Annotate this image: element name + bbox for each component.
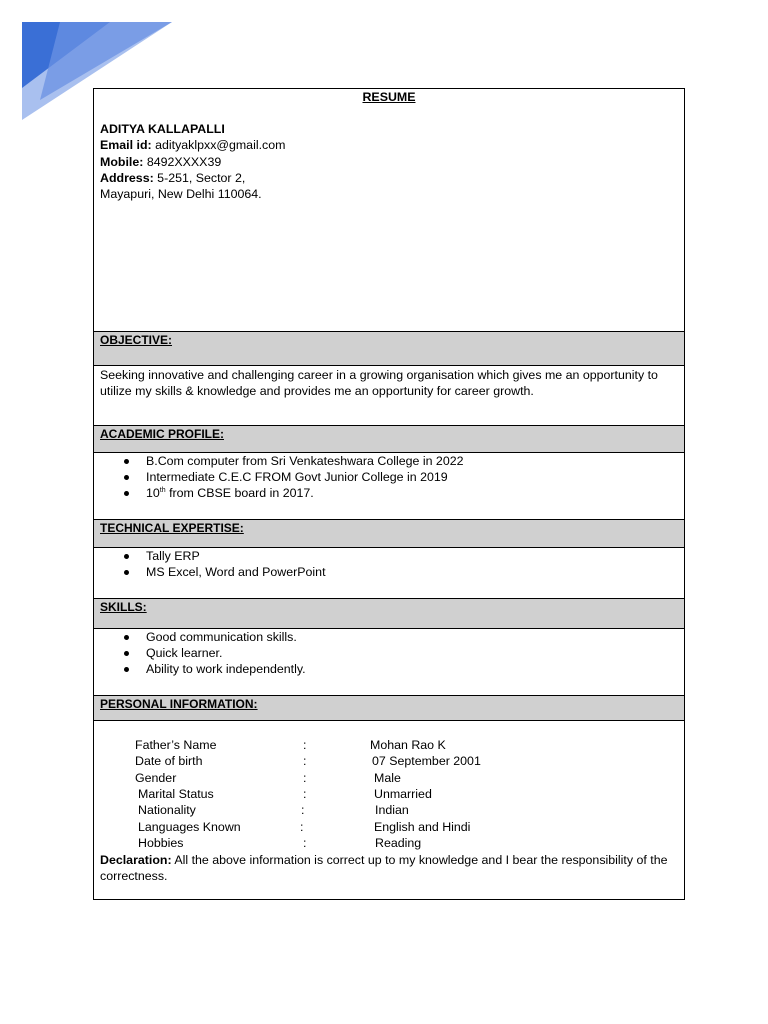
- resume-frame: [93, 88, 685, 900]
- address-line2: Mayapuri, New Delhi 110064.: [100, 187, 262, 201]
- list-item: Intermediate C.E.C FROM Govt Junior College in 2019: [94, 469, 464, 485]
- objective-heading-band: [94, 331, 684, 366]
- list-item: B.Com computer from Sri Venkateshwara College in 2022: [94, 453, 464, 469]
- resume-title: RESUME: [362, 90, 416, 104]
- pi-value: Male: [374, 770, 401, 785]
- objective-heading: OBJECTIVE:: [100, 333, 173, 347]
- pi-label: Marital Status: [138, 786, 214, 801]
- pi-value: Unmarried: [374, 786, 432, 801]
- pi-separator: :: [303, 770, 307, 785]
- pi-value: Mohan Rao K: [370, 738, 446, 752]
- header-section: [94, 89, 684, 331]
- pi-label: Hobbies: [138, 835, 184, 850]
- pi-value: Indian: [375, 803, 409, 818]
- list-item: Quick learner.: [94, 645, 306, 661]
- mobile-label: Mobile:: [100, 155, 144, 169]
- list-item: Ability to work independently.: [94, 661, 306, 677]
- skills-heading: SKILLS:: [100, 600, 147, 614]
- pi-separator: :: [301, 803, 305, 818]
- address-line1: 5-251, Sector 2,: [157, 171, 246, 185]
- pi-label: Father’s Name: [135, 738, 217, 752]
- skills-heading-band: [94, 598, 684, 629]
- pi-separator: :: [303, 754, 307, 769]
- pi-separator: :: [303, 786, 307, 801]
- mobile-line: [100, 154, 221, 170]
- academic-list: [94, 453, 464, 502]
- address-label: Address:: [100, 171, 154, 185]
- item-text: 10: [146, 486, 160, 501]
- academic-section: [94, 453, 684, 519]
- email-label: Email id:: [100, 138, 152, 152]
- technical-section: [94, 548, 684, 598]
- email-line: [100, 137, 285, 153]
- pi-label: Nationality: [138, 803, 196, 818]
- personal-heading-band: [94, 695, 684, 721]
- pi-value: English and Hindi: [374, 819, 471, 834]
- objective-text: Seeking innovative and challenging career in a growing organisation which gives me an opportunity to utilize my skills & knowledge and provides me an opportunity for career growth.: [100, 368, 658, 398]
- pi-value: 07 September 2001: [372, 754, 481, 769]
- list-item: MS Excel, Word and PowerPoint: [94, 564, 326, 580]
- list-item: Tally ERP: [94, 548, 326, 564]
- pi-separator: :: [300, 819, 304, 834]
- mobile-value: 8492XXXX39: [146, 155, 222, 169]
- pi-separator: :: [303, 835, 307, 850]
- pi-value: Reading: [375, 835, 422, 850]
- declaration-label: Declaration:: [100, 853, 172, 867]
- academic-heading: ACADEMIC PROFILE:: [100, 427, 224, 441]
- personal-section: [94, 721, 684, 901]
- pi-label: Date of birth: [135, 754, 203, 769]
- declaration: [100, 852, 674, 884]
- item-text: from CBSE board in 2017.: [165, 486, 314, 501]
- list-item: Good communication skills.: [94, 629, 306, 645]
- skills-list: [94, 629, 306, 678]
- pi-label: Gender: [135, 770, 177, 785]
- technical-list: [94, 548, 326, 580]
- superscript: th: [159, 487, 166, 495]
- technical-heading: TECHNICAL EXPERTISE:: [100, 521, 244, 535]
- technical-heading-band: [94, 519, 684, 548]
- pi-label: Languages Known: [138, 819, 241, 834]
- objective-section: [94, 366, 684, 425]
- academic-heading-band: [94, 425, 684, 453]
- candidate-name: ADITYA KALLAPALLI: [100, 122, 225, 136]
- email-value: adityaklpxx@gmail.com: [155, 138, 286, 152]
- declaration-text: All the above information is correct up to my knowledge and I bear the responsibility of the correctness.: [100, 853, 668, 883]
- address-line: [100, 170, 245, 186]
- list-item: [94, 485, 464, 501]
- pi-separator: :: [303, 738, 307, 752]
- personal-heading: PERSONAL INFORMATION:: [100, 697, 258, 711]
- skills-section: [94, 629, 684, 695]
